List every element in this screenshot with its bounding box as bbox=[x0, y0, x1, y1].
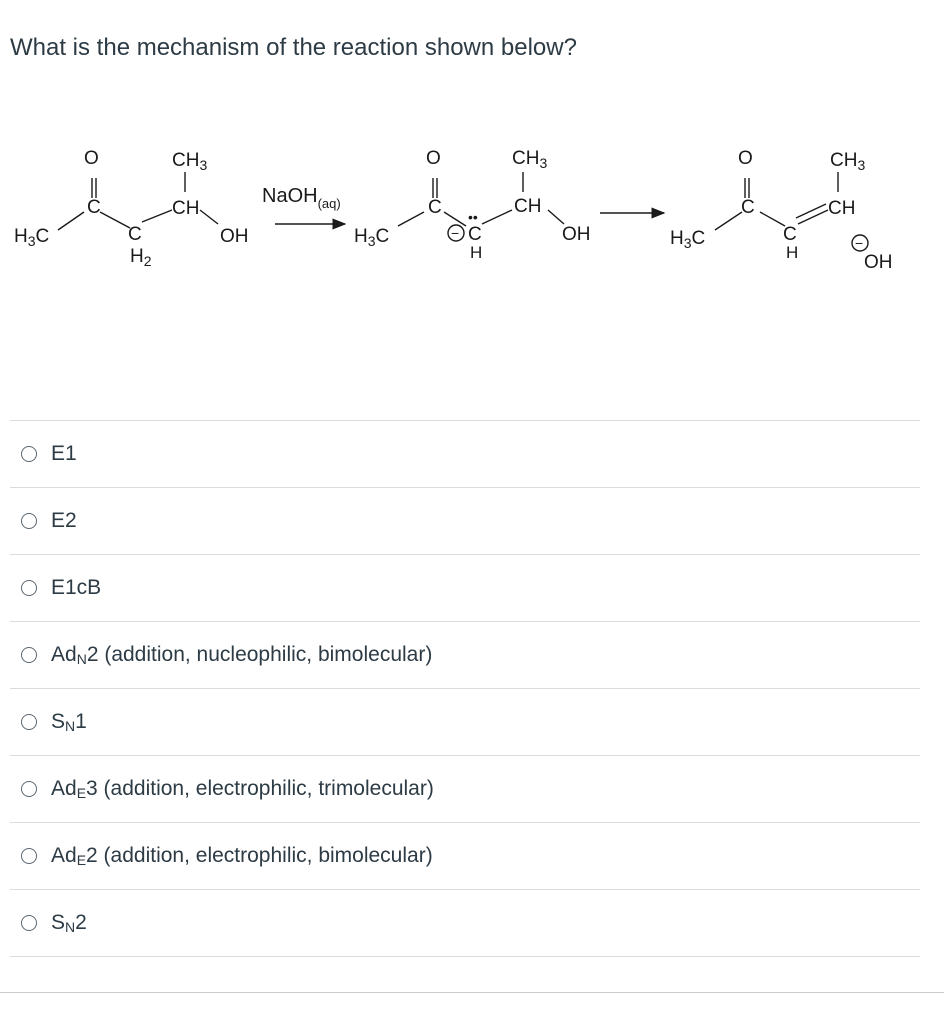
intermediate-carbanion-c: C bbox=[468, 224, 482, 245]
answer-option-adn2[interactable] bbox=[10, 622, 920, 689]
radio-button[interactable] bbox=[21, 848, 37, 864]
answer-options bbox=[10, 420, 920, 957]
reactant-carbonyl-o: O bbox=[84, 148, 99, 169]
intermediate-carbonyl-o: O bbox=[426, 148, 441, 169]
reactant-h3c: $H_3C$ bbox=[14, 226, 50, 249]
intermediate-lone-pair: •• bbox=[468, 209, 478, 225]
bottom-divider bbox=[0, 992, 944, 993]
reactant-h2: $H_2$ bbox=[130, 246, 152, 269]
reactant-carbonyl-c: C bbox=[87, 197, 101, 218]
radio-button[interactable] bbox=[21, 580, 37, 596]
option-label: $S_N2$ bbox=[51, 911, 87, 935]
product-alkene-c: C bbox=[783, 224, 797, 245]
intermediate-minus-sign: − bbox=[451, 225, 460, 241]
radio-button[interactable] bbox=[21, 513, 37, 529]
option-label: $Ad_E3$ (addition, electrophilic, trimolecular) bbox=[51, 777, 434, 801]
option-label: $Ad_E2$ (addition, electrophilic, bimolecular) bbox=[51, 844, 433, 868]
answer-option-e2[interactable] bbox=[10, 488, 920, 555]
intermediate-h: H bbox=[470, 243, 483, 262]
product-minus-sign: − bbox=[855, 235, 864, 251]
option-label: E1cB bbox=[51, 576, 102, 599]
radio-button[interactable] bbox=[21, 446, 37, 462]
radio-button[interactable] bbox=[21, 647, 37, 663]
reactant-ch2-c: C bbox=[128, 224, 142, 245]
product-carbonyl-o: O bbox=[738, 148, 753, 169]
answer-option-ade2[interactable] bbox=[10, 823, 920, 890]
radio-button[interactable] bbox=[21, 781, 37, 797]
option-label: E1 bbox=[51, 442, 77, 465]
option-label: $Ad_N2$ (addition, nucleophilic, bimolecular) bbox=[51, 643, 433, 667]
product-carbonyl-c: C bbox=[741, 197, 755, 218]
product-h: H bbox=[786, 243, 799, 262]
intermediate-ch3: $CH_3$ bbox=[512, 148, 548, 171]
intermediate-h3c: $H_3C$ bbox=[354, 226, 390, 249]
reagent-naoh: NaOH$_{(aq)}$ bbox=[262, 185, 341, 211]
product-ch3: $CH_3$ bbox=[830, 150, 866, 173]
intermediate-ch: CH bbox=[514, 196, 542, 217]
product-h3c: $H_3C$ bbox=[670, 228, 706, 251]
radio-button[interactable] bbox=[21, 714, 37, 730]
option-label: E2 bbox=[51, 509, 77, 532]
intermediate-oh: OH bbox=[562, 224, 591, 245]
answer-option-sn2[interactable] bbox=[10, 890, 920, 957]
reactant-oh: OH bbox=[220, 226, 249, 247]
reaction-scheme bbox=[0, 130, 944, 290]
intermediate-carbonyl-c: C bbox=[428, 197, 442, 218]
answer-option-e1cb[interactable] bbox=[10, 555, 920, 622]
radio-button[interactable] bbox=[21, 915, 37, 931]
answer-option-e1[interactable] bbox=[10, 421, 920, 488]
answer-option-sn1[interactable] bbox=[10, 689, 920, 756]
option-label: $S_N1$ bbox=[51, 710, 87, 734]
question-text: What is the mechanism of the reaction shown below? bbox=[10, 34, 577, 61]
product-hydroxide: OH bbox=[864, 252, 893, 273]
product-ch: CH bbox=[828, 198, 856, 219]
answer-option-ade3[interactable] bbox=[10, 756, 920, 823]
reactant-ch3: $CH_3$ bbox=[172, 150, 208, 173]
reactant-ch: CH bbox=[172, 198, 200, 219]
